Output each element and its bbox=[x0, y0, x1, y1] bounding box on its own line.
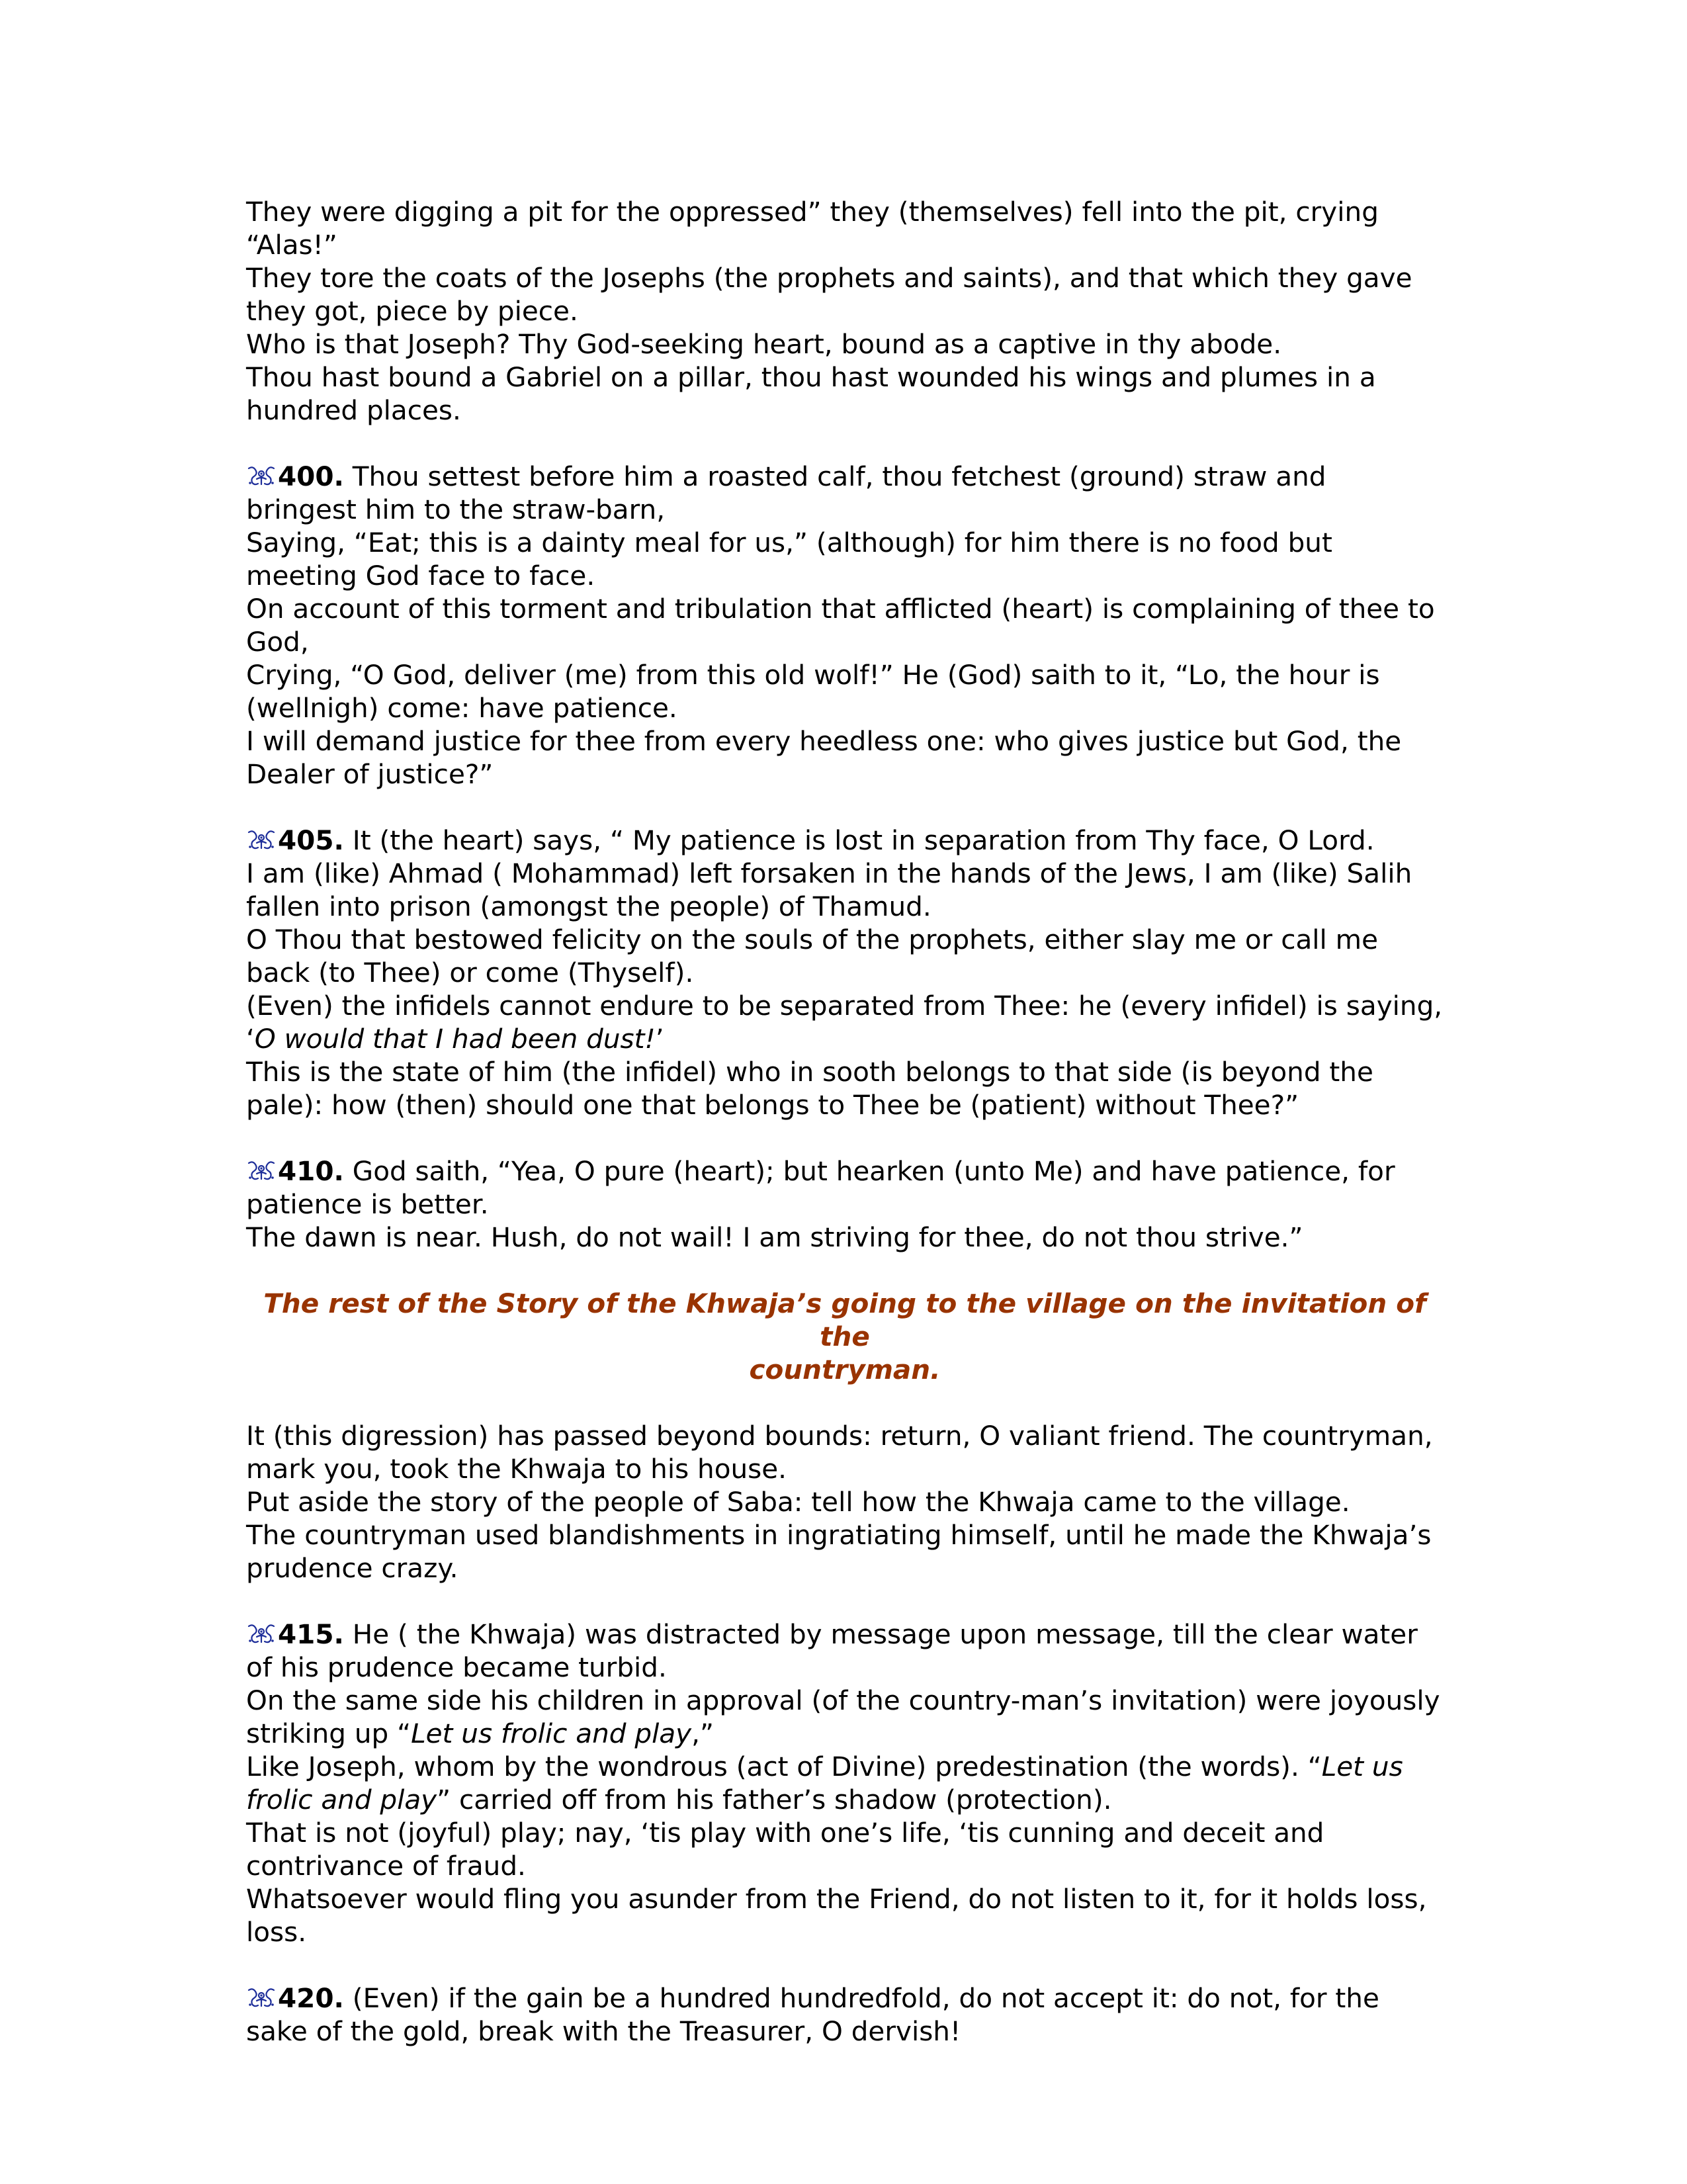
verse-line: They were digging a pit for the oppressed” they (themselves) fell into the pit, crying “Alas!” bbox=[246, 196, 1379, 261]
passage-story bbox=[246, 1419, 1444, 1585]
verse-line bbox=[246, 1982, 1444, 2048]
verse-text: Thou settest before him a roasted calf, thou fetchest (ground) straw and bringest him to the straw-barn, bbox=[246, 460, 1326, 525]
verse-group-415 bbox=[246, 1618, 1444, 1948]
verse-ornament-icon bbox=[246, 464, 277, 487]
verse-text: ” carried off from his father’s shadow (protection). bbox=[437, 1784, 1112, 1815]
verse-text: (Even) the infidels cannot endure to be separated from Thee: he (every infidel) is saying, ‘ bbox=[246, 990, 1443, 1055]
quoted-phrase: Let us frolic and play bbox=[246, 1751, 1403, 1815]
verse-line bbox=[246, 1155, 1444, 1221]
verse-line: That is not (joyful) play; nay, ‘tis play with one’s life, ‘tis cunning and deceit and contrivance of fraud. bbox=[246, 1817, 1324, 1882]
closing-quote: ’ bbox=[655, 1023, 664, 1055]
heading-line: countryman. bbox=[749, 1354, 941, 1385]
verse-ornament-icon bbox=[246, 828, 277, 851]
verse-ornament-icon bbox=[246, 1159, 277, 1182]
verse-line: Thou hast bound a Gabriel on a pillar, thou hast wounded his wings and plumes in a hundred places. bbox=[246, 361, 1376, 426]
verse-number: 410. bbox=[278, 1155, 344, 1187]
verse-line: I am (like) Ahmad ( Mohammad) left forsaken in the hands of the Jews, I am (like) Salih fallen into prison (amongst the people) of Thamud. bbox=[246, 857, 1412, 922]
verse-group-410 bbox=[246, 1155, 1444, 1254]
verse-number: 420. bbox=[278, 1982, 344, 2014]
verse-text: Like Joseph, whom by the wondrous (act of Divine) predestination (the words). “ bbox=[246, 1751, 1322, 1782]
verse-line: This is the state of him (the infidel) who in sooth belongs to that side (is beyond the pale): how (then) should one that belongs to Thee be (patient) without Thee?” bbox=[246, 1056, 1373, 1121]
heading-line: The rest of the Story of the Khwaja’s going to the village on the invitation of the bbox=[263, 1288, 1426, 1352]
verse-line: Whatsoever would fling you asunder from the Friend, do not listen to it, for it holds loss, loss. bbox=[246, 1883, 1427, 1948]
verse-line bbox=[246, 460, 1444, 526]
verse-number: 400. bbox=[278, 460, 344, 492]
verse-line: Saying, “Eat; this is a dainty meal for us,” (although) for him there is no food but meeting God face to face. bbox=[246, 527, 1332, 591]
verse-text: He ( the Khwaja) was distracted by message upon message, till the clear water of his prudence became turbid. bbox=[246, 1618, 1418, 1683]
passage-intro bbox=[246, 195, 1444, 427]
verse-ornament-icon bbox=[246, 1986, 277, 2009]
section-heading bbox=[246, 1287, 1444, 1386]
verse-line: The countryman used blandishments in ingratiating himself, until he made the Khwaja’s prudence crazy. bbox=[246, 1519, 1432, 1584]
verse-number: 415. bbox=[278, 1618, 344, 1650]
verse-line: Who is that Joseph? Thy God-seeking heart, bound as a captive in thy abode. bbox=[246, 328, 1282, 360]
verse-line bbox=[246, 1684, 1444, 1750]
verse-line: They tore the coats of the Josephs (the prophets and saints), and that which they gave they got, piece by piece. bbox=[246, 262, 1412, 327]
quoted-phrase: Let us frolic and play bbox=[411, 1718, 692, 1749]
verse-group-420 bbox=[246, 1982, 1444, 2048]
verse-line: Crying, “O God, deliver (me) from this old wolf!” He (God) saith to it, “Lo, the hour is (wellnigh) come: have patience. bbox=[246, 659, 1380, 724]
verse-line bbox=[246, 1618, 1444, 1684]
verse-group-405 bbox=[246, 824, 1444, 1121]
verse-line bbox=[246, 1750, 1444, 1816]
verse-text: God saith, “Yea, O pure (heart); but hearken (unto Me) and have patience, for patience is better. bbox=[246, 1155, 1395, 1220]
verse-text: (Even) if the gain be a hundred hundredfold, do not accept it: do not, for the sake of the gold, break with the Treasurer, O dervish! bbox=[246, 1982, 1379, 2047]
verse-text: It (the heart) says, “ My patience is lost in separation from Thy face, O Lord. bbox=[343, 824, 1375, 856]
verse-line: I will demand justice for thee from every heedless one: who gives justice but God, the Dealer of justice?” bbox=[246, 725, 1402, 790]
verse-group-400 bbox=[246, 460, 1444, 791]
quoted-phrase: O would that I had been dust! bbox=[254, 1023, 656, 1055]
document-page bbox=[246, 195, 1444, 2081]
verse-line: It (this digression) has passed beyond bounds: return, O valiant friend. The countryman, mark you, took the Khwaja to his house. bbox=[246, 1420, 1433, 1485]
verse-line bbox=[246, 989, 1444, 1055]
verse-line: The dawn is near. Hush, do not wail! I am striving for thee, do not thou strive.” bbox=[246, 1221, 1303, 1253]
verse-line: On account of this torment and tribulation that afflicted (heart) is complaining of thee to God, bbox=[246, 593, 1435, 658]
verse-line bbox=[246, 824, 1444, 857]
verse-line: Put aside the story of the people of Saba: tell how the Khwaja came to the village. bbox=[246, 1486, 1350, 1518]
closing-quote: ,” bbox=[691, 1718, 714, 1749]
verse-ornament-icon bbox=[246, 1622, 277, 1645]
verse-line: O Thou that bestowed felicity on the souls of the prophets, either slay me or call me back (to Thee) or come (Thyself). bbox=[246, 924, 1379, 988]
verse-text: On the same side his children in approval (of the country-man’s invitation) were joyously striking up “ bbox=[246, 1684, 1440, 1749]
verse-number: 405. bbox=[278, 824, 344, 856]
